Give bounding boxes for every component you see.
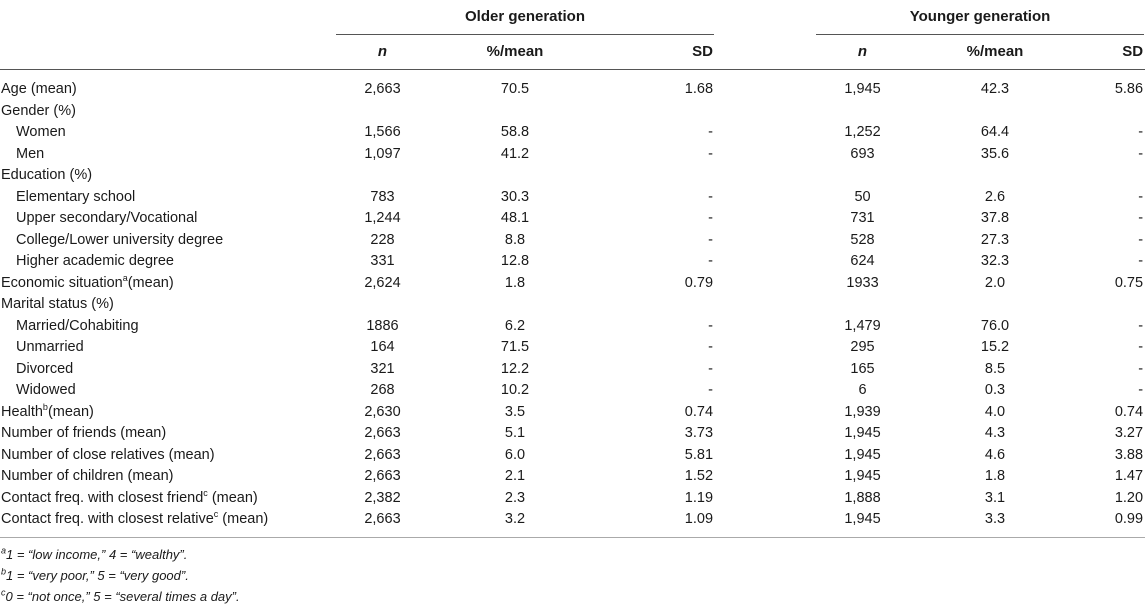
older-n-cell: 1,566 [364, 124, 401, 140]
spacer [715, 230, 815, 252]
spacer [715, 445, 815, 467]
younger-n-cell: 731 [850, 210, 875, 226]
younger-n-cell: 624 [850, 253, 875, 269]
row-label: Number of friends (mean) [1, 425, 167, 441]
younger-n-cell [815, 101, 910, 123]
older-sd-cell: - [708, 188, 714, 205]
older-n-cell: 2,663 [364, 468, 401, 484]
younger-mean-cell: 15.2 [980, 339, 1010, 355]
older-n-cell: 164 [370, 339, 395, 355]
younger-sd-cell [1080, 165, 1145, 187]
table-body [0, 70, 1145, 538]
older-mean-cell: 41.2 [500, 145, 530, 162]
older-n-cell: 321 [370, 360, 395, 377]
younger-sd-cell: - [1138, 210, 1144, 226]
younger-sd-cell: - [1138, 317, 1144, 334]
table-row [0, 122, 1145, 144]
spacer [715, 208, 815, 230]
younger-mean-cell: 3.1 [984, 489, 1006, 506]
spacer [715, 187, 815, 209]
row-label: Contact freq. with closest friend$^c$ (mean) [1, 487, 258, 506]
table-row [0, 509, 1145, 537]
younger-sd-cell: 1.47 [1114, 468, 1144, 484]
older-sd-cell: - [708, 124, 714, 140]
younger-sd-cell: - [1138, 253, 1144, 269]
older-sd-cell: - [708, 210, 714, 226]
row-label: Divorced [16, 360, 74, 377]
younger-mean-cell: 32.3 [980, 253, 1010, 269]
table-row [0, 208, 1145, 230]
table-row [0, 101, 1145, 123]
row-label: Contact freq. with closest relative$^c$ (mean) [0, 509, 335, 537]
row-label: Widowed [16, 382, 76, 398]
older-n-cell: 2,382 [364, 489, 401, 506]
older-n-cell: 2,663 [335, 509, 430, 537]
column-header-row [0, 35, 1145, 70]
row-label: Unmarried [16, 339, 84, 355]
row-label: Economic situation$^a$(mean) [1, 272, 174, 291]
older-sd-cell: - [708, 382, 714, 398]
older-mean-cell: 30.3 [500, 188, 530, 205]
younger-n-cell: 1,945 [815, 509, 910, 537]
spacer [715, 122, 815, 144]
younger-sd-cell: - [1138, 124, 1144, 140]
older-mean-cell: 3.2 [430, 509, 600, 537]
younger-mean-cell: 4.6 [984, 446, 1006, 463]
older-mean-cell: 10.2 [500, 382, 530, 398]
older-mean-cell: 1.8 [504, 274, 526, 291]
younger-generation-header: Younger generation [815, 0, 1145, 35]
spacer [715, 337, 815, 359]
spacer [715, 273, 815, 295]
footnote-marker: a [122, 272, 128, 283]
spacer [715, 402, 815, 424]
older-sd-cell: - [708, 317, 714, 334]
older-mean-cell [430, 101, 600, 123]
older-sd-cell: - [708, 360, 714, 377]
younger-mean-cell: 42.3 [980, 81, 1010, 97]
younger-sd-cell: - [1138, 382, 1144, 398]
row-label: Gender (%) [1, 102, 76, 119]
older-n-cell: 228 [370, 231, 395, 248]
table-row [0, 359, 1145, 381]
older-mean-cell: 71.5 [500, 339, 530, 355]
table-row [0, 423, 1145, 445]
footnote-marker: c [203, 487, 208, 498]
older-mean-cell: 6.0 [504, 446, 526, 463]
younger-sd-cell: - [1138, 339, 1144, 355]
younger-mean-cell: 37.8 [980, 210, 1010, 226]
older-sd-cell: - [708, 231, 714, 248]
footnote: $^b$1 = “very poor,” 5 = “very good”. [1, 566, 189, 583]
younger-sd-cell: - [1138, 360, 1144, 377]
older-sd-cell: 1.09 [600, 509, 715, 537]
table-row [0, 380, 1145, 402]
row-label: Number of children (mean) [1, 468, 174, 484]
older-sd-cell: - [708, 253, 714, 269]
table-row [0, 165, 1145, 187]
table-row [0, 273, 1145, 295]
younger-n-cell: 6 [858, 382, 867, 398]
younger-n-cell: 165 [850, 360, 875, 377]
table-row [0, 402, 1145, 424]
younger-sd-cell [1080, 101, 1145, 123]
older-n-cell: 331 [370, 253, 395, 269]
spacer [715, 380, 815, 402]
spacer [715, 509, 815, 537]
younger-sd-cell: - [1138, 145, 1144, 162]
older-sd-cell: - [708, 145, 714, 162]
row-label: Elementary school [16, 188, 136, 205]
younger-n-cell [815, 165, 910, 187]
younger-sd-cell: - [1138, 231, 1144, 248]
older-sd-cell [600, 294, 715, 316]
table-row [0, 70, 1145, 101]
younger-sd-cell: 1.20 [1114, 489, 1144, 506]
footnote-marker: c [213, 509, 219, 520]
row-label: Women [16, 124, 66, 140]
group-header-row [0, 0, 1145, 35]
younger-mean-cell: 27.3 [980, 231, 1010, 248]
row-label: Married/Cohabiting [16, 317, 139, 334]
older-mean-cell: 2.1 [504, 468, 526, 484]
younger-n-cell: 1,888 [844, 489, 881, 506]
younger-sd-cell: - [1138, 188, 1144, 205]
spacer [715, 70, 815, 101]
older-mean-cell: 8.8 [504, 231, 526, 248]
older-sd-cell: 5.81 [684, 446, 714, 463]
row-label: Marital status (%) [1, 296, 114, 312]
spacer [715, 294, 815, 316]
younger-sd-cell: 0.99 [1080, 509, 1145, 537]
younger-sd-cell [1080, 294, 1145, 316]
spacer [715, 251, 815, 273]
younger-n-cell: 528 [850, 231, 875, 248]
younger-n-cell: 1,252 [844, 124, 881, 140]
spacer [715, 101, 815, 123]
older-n-cell: 2,663 [364, 81, 401, 97]
footnote: $^a$1 = “low income,” 4 = “wealthy”. [1, 545, 188, 562]
older-sd-cell [600, 165, 715, 187]
older-mean-cell: 48.1 [500, 210, 530, 226]
spacer [715, 359, 815, 381]
table-row [0, 251, 1145, 273]
older-mean-cell [430, 294, 600, 316]
older-sd-cell: 3.73 [684, 425, 714, 441]
older-n-cell: 1,097 [364, 145, 401, 162]
older-mean-cell: 70.5 [500, 81, 530, 97]
row-label: Higher academic degree [16, 253, 174, 269]
table-footnotes [0, 544, 1145, 607]
older-sd-cell: 0.74 [684, 403, 714, 420]
table-row [0, 337, 1145, 359]
table-row [0, 187, 1145, 209]
younger-mean-cell [910, 294, 1080, 316]
col-header-mean-younger: %/mean [910, 35, 1080, 70]
older-n-cell: 2,624 [364, 274, 401, 291]
spacer [715, 466, 815, 488]
older-n-cell: 2,663 [364, 425, 401, 441]
older-n-cell [335, 294, 430, 316]
older-n-cell [335, 165, 430, 187]
spacer [715, 316, 815, 338]
younger-sd-cell: 0.74 [1114, 403, 1144, 420]
col-header-n-older: n [335, 35, 430, 70]
older-sd-cell: 0.79 [684, 274, 714, 291]
younger-mean-cell: 35.6 [980, 145, 1010, 162]
spacer [715, 165, 815, 187]
older-sd-cell: 1.52 [684, 468, 714, 484]
younger-mean-cell: 2.6 [984, 188, 1006, 205]
row-label: Health$^b$(mean) [1, 401, 94, 420]
younger-mean-cell: 8.5 [984, 360, 1006, 377]
older-mean-cell: 3.5 [504, 403, 526, 420]
table-row [0, 294, 1145, 316]
younger-mean-cell [910, 165, 1080, 187]
younger-mean-cell: 2.0 [984, 274, 1006, 291]
younger-mean-cell: 1.8 [984, 468, 1006, 484]
row-label: Number of close relatives (mean) [1, 446, 215, 463]
younger-mean-cell [910, 101, 1080, 123]
table-row [0, 230, 1145, 252]
younger-n-cell: 1,945 [844, 446, 881, 463]
younger-n-cell: 1,945 [844, 425, 881, 441]
older-n-cell: 783 [370, 188, 395, 205]
younger-mean-cell: 4.3 [984, 425, 1006, 441]
older-mean-cell: 12.8 [500, 253, 530, 269]
spacer [715, 488, 815, 510]
col-header-mean-older: %/mean [430, 35, 600, 70]
younger-mean-cell: 3.3 [910, 509, 1080, 537]
col-header-sd-younger: SD [1080, 35, 1145, 70]
older-n-cell: 268 [370, 382, 395, 398]
col-header-n-younger: n [815, 35, 910, 70]
older-n-cell [335, 101, 430, 123]
row-label: Men [16, 145, 45, 162]
younger-mean-cell: 0.3 [984, 382, 1006, 398]
footnote: $^c$0 = “not once,” 5 = “several times a day”. [1, 587, 240, 604]
col-header-sd-older: SD [600, 35, 715, 70]
younger-sd-cell: 0.75 [1114, 274, 1144, 291]
row-label: Age (mean) [1, 81, 77, 97]
older-sd-cell: 1.68 [684, 81, 714, 97]
older-mean-cell: 58.8 [500, 124, 530, 140]
row-label: College/Lower university degree [16, 231, 224, 248]
table-row [0, 488, 1145, 510]
older-sd-cell: - [708, 339, 714, 355]
younger-mean-cell: 4.0 [984, 403, 1006, 420]
spacer [715, 423, 815, 445]
table-row [0, 144, 1145, 166]
younger-n-cell [815, 294, 910, 316]
older-n-cell: 2,663 [364, 446, 401, 463]
younger-n-cell: 1,939 [844, 403, 881, 420]
row-label: Education (%) [1, 167, 93, 183]
table-row [0, 466, 1145, 488]
younger-sd-cell: 5.86 [1114, 81, 1144, 97]
older-sd-cell [600, 101, 715, 123]
younger-sd-cell: 3.27 [1114, 425, 1144, 441]
younger-n-cell: 295 [850, 339, 875, 355]
older-n-cell: 2,630 [364, 403, 401, 420]
younger-sd-cell: 3.88 [1114, 446, 1144, 463]
table-row [0, 445, 1145, 467]
younger-mean-cell: 64.4 [980, 124, 1010, 140]
younger-n-cell: 1933 [846, 274, 879, 291]
older-sd-cell: 1.19 [684, 489, 714, 506]
younger-n-cell: 1,945 [844, 81, 881, 97]
younger-n-cell: 1,479 [844, 317, 881, 334]
younger-n-cell: 50 [854, 188, 871, 205]
older-mean-cell: 6.2 [504, 317, 526, 334]
table-row [0, 316, 1145, 338]
younger-mean-cell: 76.0 [980, 317, 1010, 334]
older-mean-cell [430, 165, 600, 187]
older-generation-header: Older generation [335, 0, 715, 35]
older-n-cell: 1886 [366, 317, 399, 334]
row-label: Upper secondary/Vocational [16, 210, 198, 226]
older-mean-cell: 2.3 [504, 489, 526, 506]
younger-n-cell: 693 [850, 145, 875, 162]
older-mean-cell: 5.1 [504, 425, 526, 441]
younger-n-cell: 1,945 [844, 468, 881, 484]
older-n-cell: 1,244 [364, 210, 401, 226]
spacer [715, 144, 815, 166]
footnote-marker: b [42, 401, 48, 412]
older-mean-cell: 12.2 [500, 360, 530, 377]
